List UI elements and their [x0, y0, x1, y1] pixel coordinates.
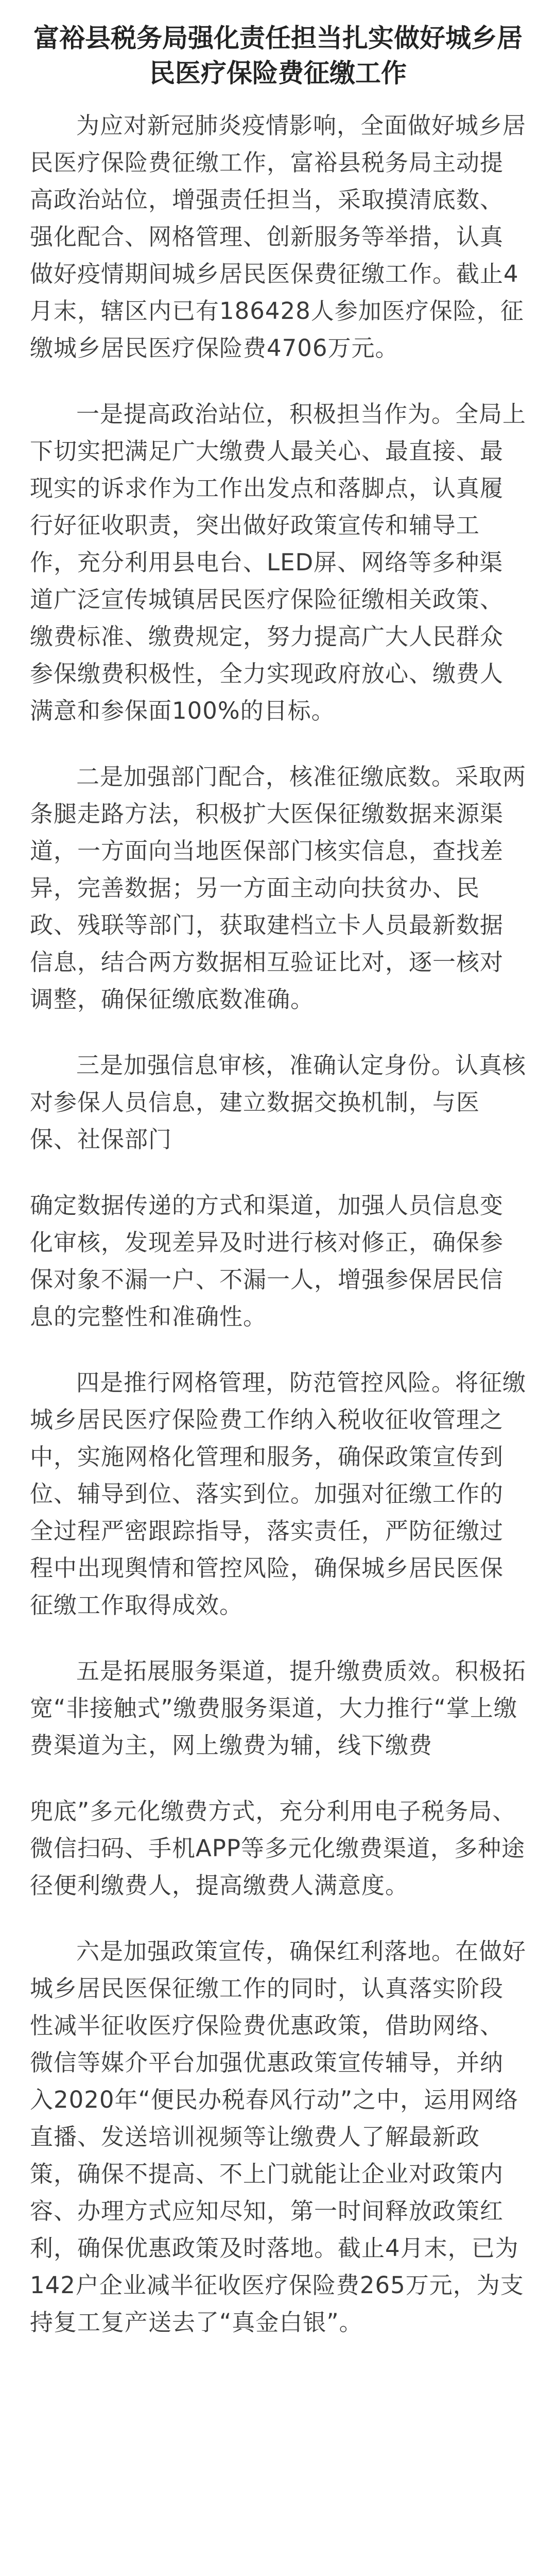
- paragraph-info-review-part2: 确定数据传递的方式和渠道，加强人员信息变化审核，发现差异及时进行核对修正，确保参保对象不漏一户、不漏一人，增强参保居民信息的完整性和准确性。: [30, 1192, 504, 1330]
- article-title: 富裕县税务局强化责任担当扎实做好城乡居民医疗保险费征缴工作: [33, 23, 523, 88]
- paragraph-grid-management: 四是推行网格管理，防范管控风险。将征缴城乡居民医疗保险费工作纳入税收征收管理之中，实施网格化管理和服务，确保政策宣传到位、辅导到位、落实到位。加强对征缴工作的全过程严密跟踪指导，落实责任，严防征缴过程中出现舆情和管控风险，确保城乡居民医保征缴工作取得成效。: [30, 1369, 527, 1619]
- article-body: [30, 107, 526, 2341]
- paragraph-political-stance: 一是提高政治站位，积极担当作为。全局上下切实把满足广大缴费人最关心、最直接、最现实的诉求作为工作出发点和落脚点，认真履行好征收职责，突出做好政策宣传和辅导工作，充分利用县电台、LED屏、网络等多种渠道广泛宣传城镇居民医疗保险征缴相关政策、缴费标准、缴费规定，努力提高广大人民群众参保缴费积极性，全力实现政府放心、缴费人满意和参保面100%的目标。: [30, 400, 527, 724]
- paragraph-department-cooperation: 二是加强部门配合，核准征缴底数。采取两条腿走路方法，积极扩大医保征缴数据来源渠道，一方面向当地医保部门核实信息，查找差异，完善数据；另一方面主动向扶贫办、民政、残联等部门，获取建档立卡人员最新数据信息，结合两方数据相互验证比对，逐一核对调整，确保征缴底数准确。: [30, 763, 527, 1013]
- paragraph-policy-promotion: 六是加强政策宣传，确保红利落地。在做好城乡居民医保征缴工作的同时，认真落实阶段性减半征收医疗保险费优惠政策，借助网络、微信等媒介平台加强优惠政策宣传辅导，并纳入2020年“便民办税春风行动”之中，运用网络直播、发送培训视频等让缴费人了解最新政策，确保不提高、不上门就能让企业对政策内容、办理方式应知尽知，第一时间释放政策红利，确保优惠政策及时落地。截止4月末，已为142户企业减半征收医疗保险费265万元，为支持复工复产送去了“真金白银”。: [30, 1938, 527, 2336]
- paragraph-info-review-part1: 三是加强信息审核，准确认定身份。认真核对参保人员信息，建立数据交换机制，与医保、社保部门: [30, 1052, 527, 1153]
- paragraph-service-channels-part2: 兜底”多元化缴费方式，充分利用电子税务局、微信扫码、手机APP等多元化缴费渠道，多种途径便利缴费人，提高缴费人满意度。: [30, 1798, 526, 1899]
- paragraph-service-channels-part1: 五是拓展服务渠道，提升缴费质效。积极拓宽“非接触式”缴费服务渠道，大力推行“掌上缴费渠道为主，网上缴费为辅，线下缴费: [30, 1657, 527, 1759]
- paragraph-intro: 为应对新冠肺炎疫情影响，全面做好城乡居民医疗保险费征缴工作，富裕县税务局主动提高政治站位，增强责任担当，采取摸清底数、强化配合、网格管理、创新服务等举措，认真做好疫情期间城乡居民医保费征缴工作。截止4月末，辖区内已有186428人参加医疗保险，征缴城乡居民医疗保险费4706万元。: [30, 112, 527, 362]
